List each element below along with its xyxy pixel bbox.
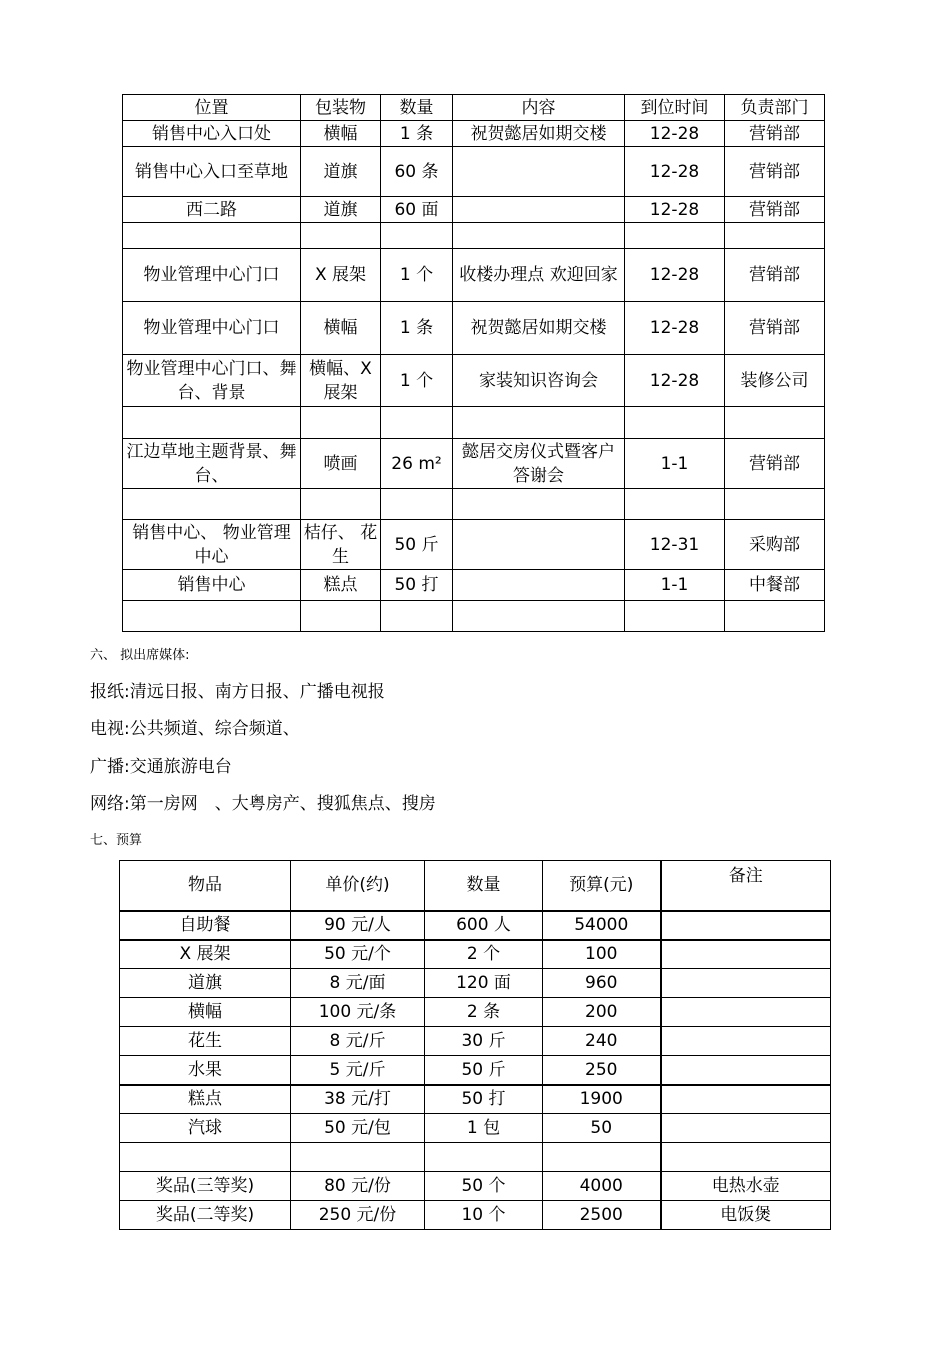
table-cell: [543, 1143, 661, 1172]
table-cell: 自助餐: [120, 911, 291, 940]
table-row: [120, 969, 831, 998]
section7-heading: 七、预算: [90, 833, 143, 848]
table-cell: [661, 940, 831, 969]
table-cell: 250 元/份: [291, 1201, 425, 1230]
table-cell: 200: [543, 998, 661, 1027]
table-cell: [661, 969, 831, 998]
table-cell: 50 斤: [425, 1056, 543, 1085]
table-cell: 60 面: [381, 197, 453, 223]
table-cell: 50 打: [425, 1085, 543, 1114]
table-cell: [661, 1085, 831, 1114]
table-cell: 100 元/条: [291, 998, 425, 1027]
table-cell: 西二路: [123, 197, 301, 223]
table-cell: 1900: [543, 1085, 661, 1114]
column-header: 包装物: [301, 95, 381, 121]
table-cell: [301, 223, 381, 249]
table-cell: [661, 998, 831, 1027]
table-cell: 祝贺懿居如期交楼: [453, 302, 625, 355]
table-cell: X 展架: [301, 249, 381, 302]
table-cell: 收楼办理点 欢迎回家: [453, 249, 625, 302]
table-row: [120, 911, 831, 940]
table-cell: [725, 223, 825, 249]
table-cell: 12-28: [625, 147, 725, 197]
table-cell: 54000: [543, 911, 661, 940]
table-cell: 横幅: [120, 998, 291, 1027]
table-cell: [661, 1027, 831, 1056]
table-cell: [425, 1143, 543, 1172]
table-cell: 家装知识咨询会: [453, 355, 625, 407]
column-header: 内容: [453, 95, 625, 121]
table-row: [120, 1114, 831, 1143]
table-cell: [625, 489, 725, 520]
table-cell: 1 个: [381, 249, 453, 302]
table-cell: [381, 489, 453, 520]
table-cell: 12-28: [625, 249, 725, 302]
table-cell: 50 打: [381, 570, 453, 601]
table-cell: 电饭煲: [661, 1201, 831, 1230]
table-cell: 1 包: [425, 1114, 543, 1143]
table-cell: 横幅: [301, 121, 381, 147]
table-cell: [661, 1056, 831, 1085]
table-row: [123, 439, 825, 489]
table-cell: [625, 601, 725, 632]
table-cell: [291, 1143, 425, 1172]
column-header: 预算(元): [543, 861, 661, 911]
media-radio: 广播:交通旅游电台: [90, 757, 232, 777]
table-cell: [453, 520, 625, 570]
table-cell: 汽球: [120, 1114, 291, 1143]
table-row: [123, 489, 825, 520]
table-cell: 道旗: [301, 197, 381, 223]
media-tv: 电视:公共频道、综合频道、: [90, 719, 300, 739]
table-cell: 营销部: [725, 302, 825, 355]
table-cell: 道旗: [301, 147, 381, 197]
column-header: 数量: [425, 861, 543, 911]
table-cell: [453, 223, 625, 249]
table-cell: 30 斤: [425, 1027, 543, 1056]
table-cell: 250: [543, 1056, 661, 1085]
table-cell: 600 人: [425, 911, 543, 940]
table-cell: [661, 1143, 831, 1172]
table-cell: 营销部: [725, 197, 825, 223]
table-cell: 50 斤: [381, 520, 453, 570]
table-cell: 2500: [543, 1201, 661, 1230]
table-row: [123, 355, 825, 407]
table-row: [120, 1085, 831, 1114]
table-cell: 50 元/包: [291, 1114, 425, 1143]
table-cell: [123, 601, 301, 632]
column-header: 负责部门: [725, 95, 825, 121]
table-row: [120, 1143, 831, 1172]
column-header: 到位时间: [625, 95, 725, 121]
table-cell: 1 个: [381, 355, 453, 407]
placement-table: [122, 94, 825, 632]
table-cell: 90 元/人: [291, 911, 425, 940]
table-cell: 糕点: [301, 570, 381, 601]
table-cell: [301, 489, 381, 520]
table-row: [120, 940, 831, 969]
table-cell: 桔仔、 花生: [301, 520, 381, 570]
table-row: [120, 1172, 831, 1201]
table-cell: 50: [543, 1114, 661, 1143]
table-cell: [453, 197, 625, 223]
table-cell: 江边草地主题背景、舞台、: [123, 439, 301, 489]
table-cell: [453, 601, 625, 632]
table-cell: 50 元/个: [291, 940, 425, 969]
section6-heading: 六、 拟出席媒体:: [90, 648, 190, 663]
table-cell: 50 个: [425, 1172, 543, 1201]
table-cell: 营销部: [725, 147, 825, 197]
table-row: [120, 1201, 831, 1230]
table-cell: 12-28: [625, 197, 725, 223]
table-row: [123, 147, 825, 197]
table-cell: 道旗: [120, 969, 291, 998]
table-cell: [381, 601, 453, 632]
table-cell: [453, 489, 625, 520]
table-cell: 水果: [120, 1056, 291, 1085]
table-cell: 120 面: [425, 969, 543, 998]
table-row: [123, 601, 825, 632]
table-cell: [453, 407, 625, 439]
table-cell: 8 元/面: [291, 969, 425, 998]
table-cell: 奖品(二等奖): [120, 1201, 291, 1230]
table-cell: 12-28: [625, 302, 725, 355]
media-web: 网络:第一房网 、大粤房产、搜狐焦点、搜房: [90, 794, 436, 814]
table-cell: [123, 489, 301, 520]
table-row: [120, 998, 831, 1027]
table-cell: 中餐部: [725, 570, 825, 601]
table-cell: 1-1: [625, 439, 725, 489]
table-header-row: [123, 95, 825, 121]
table-cell: [453, 570, 625, 601]
table-cell: 物业管理中心门口、舞台、背景: [123, 355, 301, 407]
table-cell: [381, 407, 453, 439]
column-header: 位置: [123, 95, 301, 121]
table-cell: 销售中心、 物业管理中心: [123, 520, 301, 570]
table-row: [123, 249, 825, 302]
table-cell: [123, 407, 301, 439]
table-cell: 懿居交房仪式暨客户答谢会: [453, 439, 625, 489]
table-cell: 2 个: [425, 940, 543, 969]
table-row: [120, 1027, 831, 1056]
table-row: [123, 302, 825, 355]
table-row: [123, 197, 825, 223]
table-cell: 营销部: [725, 249, 825, 302]
table-cell: 80 元/份: [291, 1172, 425, 1201]
table-cell: 12-28: [625, 355, 725, 407]
table-row: [120, 1056, 831, 1085]
table-row: [123, 121, 825, 147]
table-cell: 营销部: [725, 121, 825, 147]
table-cell: 物业管理中心门口: [123, 249, 301, 302]
table-cell: 26 m²: [381, 439, 453, 489]
column-header: 数量: [381, 95, 453, 121]
table-row: [123, 223, 825, 249]
table-cell: 60 条: [381, 147, 453, 197]
table-cell: [661, 1114, 831, 1143]
table-cell: 4000: [543, 1172, 661, 1201]
table-cell: [661, 911, 831, 940]
table-cell: 100: [543, 940, 661, 969]
table-cell: [453, 147, 625, 197]
table-cell: 奖品(三等奖): [120, 1172, 291, 1201]
table-cell: [301, 407, 381, 439]
table-cell: [725, 489, 825, 520]
table-cell: 8 元/斤: [291, 1027, 425, 1056]
table-cell: 2 条: [425, 998, 543, 1027]
table-cell: 横幅: [301, 302, 381, 355]
table-cell: 1 条: [381, 302, 453, 355]
table-cell: 960: [543, 969, 661, 998]
table-cell: [725, 407, 825, 439]
table-cell: [301, 601, 381, 632]
table-cell: 1 条: [381, 121, 453, 147]
table-row: [123, 570, 825, 601]
table-cell: 1-1: [625, 570, 725, 601]
table-cell: 5 元/斤: [291, 1056, 425, 1085]
table-cell: 12-28: [625, 121, 725, 147]
column-header: 备注: [661, 861, 831, 911]
table-cell: 横幅、X 展架: [301, 355, 381, 407]
table-row: [123, 520, 825, 570]
table-cell: X 展架: [120, 940, 291, 969]
table-cell: [625, 223, 725, 249]
table-cell: 10 个: [425, 1201, 543, 1230]
column-header: 单价(约): [291, 861, 425, 911]
table-cell: [625, 407, 725, 439]
table-cell: 38 元/打: [291, 1085, 425, 1114]
table-cell: [123, 223, 301, 249]
table-cell: 电热水壶: [661, 1172, 831, 1201]
table-cell: 花生: [120, 1027, 291, 1056]
table-cell: 喷画: [301, 439, 381, 489]
table-row: [123, 407, 825, 439]
table-cell: 销售中心入口处: [123, 121, 301, 147]
media-newspaper: 报纸:清远日报、南方日报、广播电视报: [90, 682, 385, 702]
table-cell: 装修公司: [725, 355, 825, 407]
table-cell: 糕点: [120, 1085, 291, 1114]
table-cell: [120, 1143, 291, 1172]
table-cell: 采购部: [725, 520, 825, 570]
table-cell: 祝贺懿居如期交楼: [453, 121, 625, 147]
table-cell: [725, 601, 825, 632]
table-cell: [381, 223, 453, 249]
table-cell: 物业管理中心门口: [123, 302, 301, 355]
column-header: 物品: [120, 861, 291, 911]
table-cell: 销售中心: [123, 570, 301, 601]
table-header-row: [120, 861, 831, 911]
table-cell: 12-31: [625, 520, 725, 570]
table-cell: 240: [543, 1027, 661, 1056]
table-cell: 营销部: [725, 439, 825, 489]
table-cell: 销售中心入口至草地: [123, 147, 301, 197]
budget-table: [119, 860, 831, 1230]
